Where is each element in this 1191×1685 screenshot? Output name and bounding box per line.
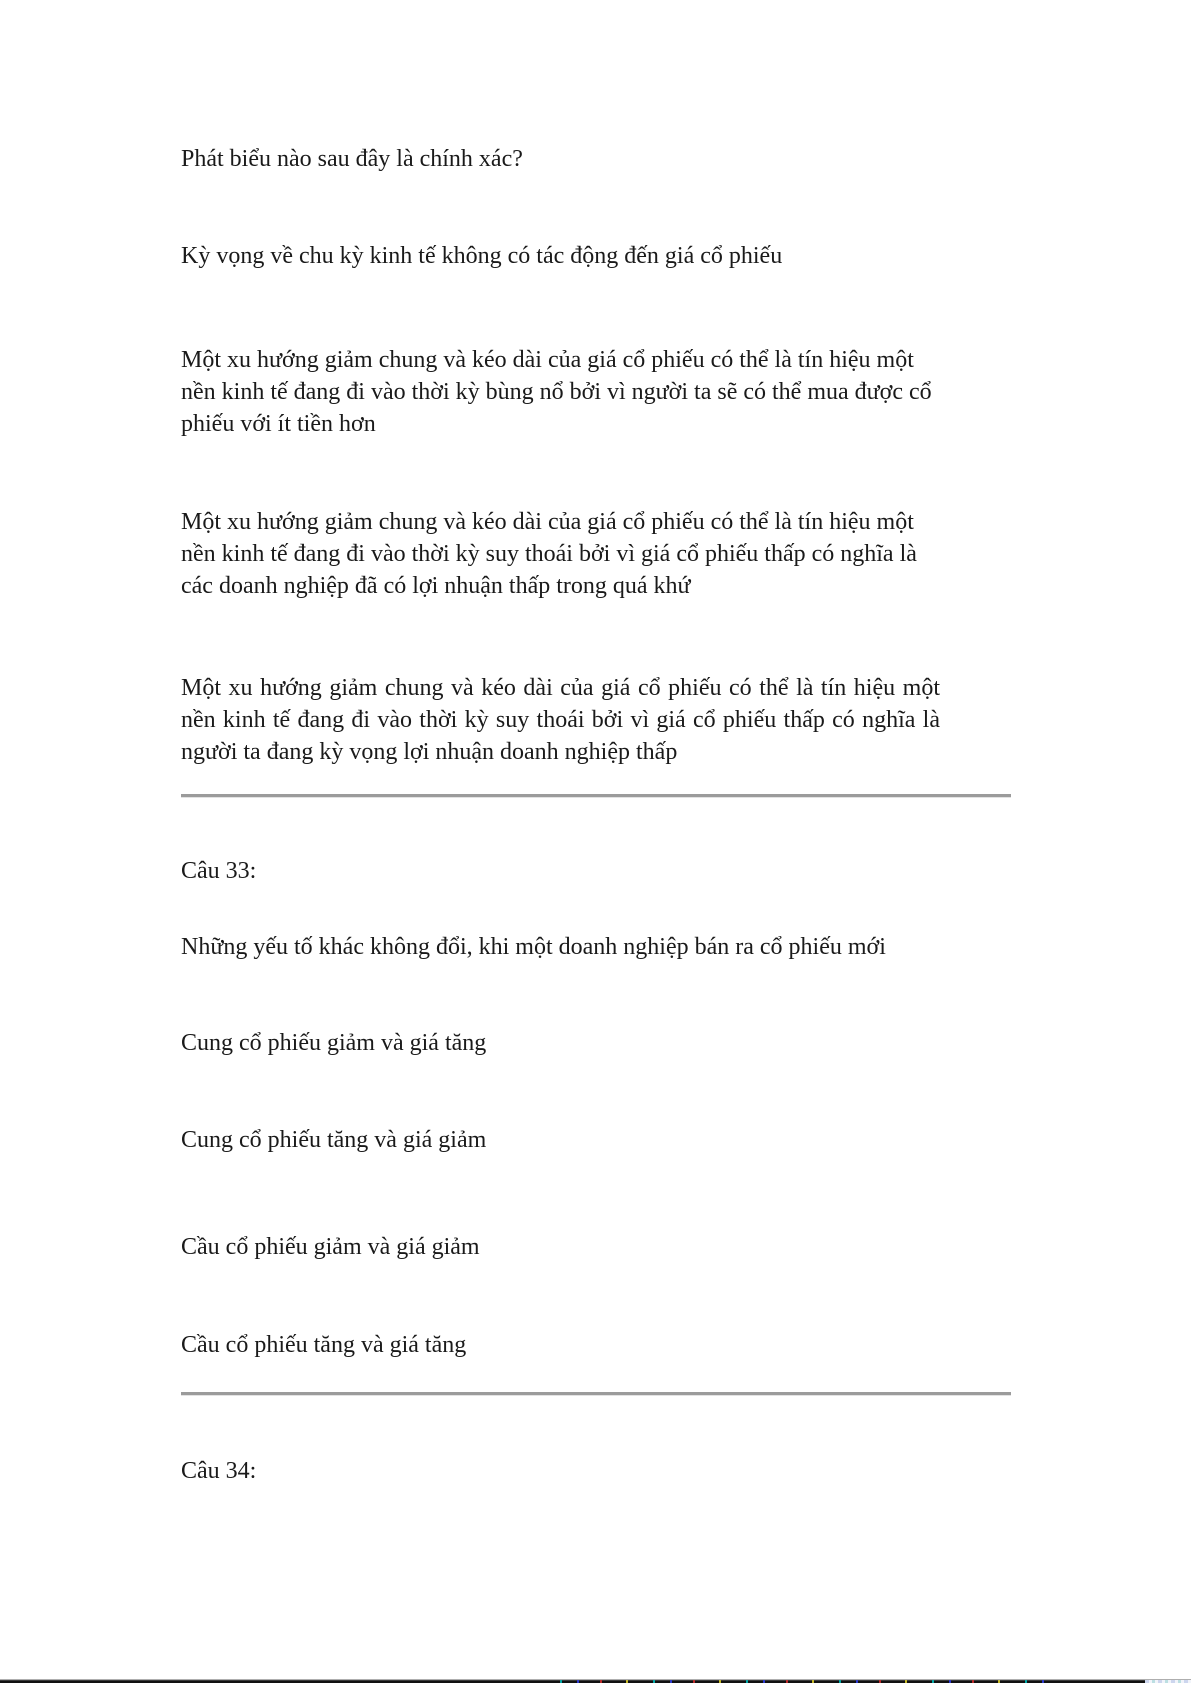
answer-option: Cầu cổ phiếu tăng và giá tăng [181, 1332, 467, 1358]
answer-option-line: các doanh nghiệp đã có lợi nhuận thấp trong quá khứ [181, 573, 691, 599]
bottom-edge-right-noise [1145, 1680, 1191, 1683]
answer-option: Cung cổ phiếu tăng và giá giảm [181, 1127, 487, 1153]
answer-option-line: nền kinh tế đang đi vào thời kỳ bùng nổ bởi vì người ta sẽ có thể mua được cổ [181, 379, 932, 405]
answer-option [181, 344, 932, 440]
question-label: Câu 34: [181, 1458, 257, 1484]
answer-option: Cung cổ phiếu giảm và giá tăng [181, 1030, 487, 1056]
answer-option-line: Một xu hướng giảm chung và kéo dài của giá cổ phiếu có thể là tín hiệu một [181, 675, 940, 701]
answer-option-line: Một xu hướng giảm chung và kéo dài của giá cổ phiếu có thể là tín hiệu một [181, 347, 914, 373]
answer-option [181, 672, 940, 768]
question-prompt: Những yếu tố khác không đổi, khi một doanh nghiệp bán ra cổ phiếu mới [181, 934, 886, 960]
answer-option-line: Một xu hướng giảm chung và kéo dài của giá cổ phiếu có thể là tín hiệu một [181, 509, 914, 535]
answer-option-line: người ta đang kỳ vọng lợi nhuận doanh nghiệp thấp [181, 739, 678, 765]
answer-option [181, 506, 917, 602]
answer-option: Cầu cổ phiếu giảm và giá giảm [181, 1234, 480, 1260]
section-divider [181, 1392, 1011, 1396]
question-label: Câu 33: [181, 858, 257, 884]
answer-option: Kỳ vọng về chu kỳ kinh tế không có tác động đến giá cổ phiếu [181, 243, 783, 269]
answer-option-line: nền kinh tế đang đi vào thời kỳ suy thoái bởi vì giá cổ phiếu thấp có nghĩa là [181, 541, 917, 567]
bottom-edge-pixel-noise [560, 1680, 1060, 1683]
answer-option-line: nền kinh tế đang đi vào thời kỳ suy thoái bởi vì giá cổ phiếu thấp có nghĩa là [181, 707, 940, 733]
answer-option-line: phiếu với ít tiền hơn [181, 411, 376, 437]
question-prompt: Phát biểu nào sau đây là chính xác? [181, 146, 523, 172]
section-divider [181, 794, 1011, 798]
